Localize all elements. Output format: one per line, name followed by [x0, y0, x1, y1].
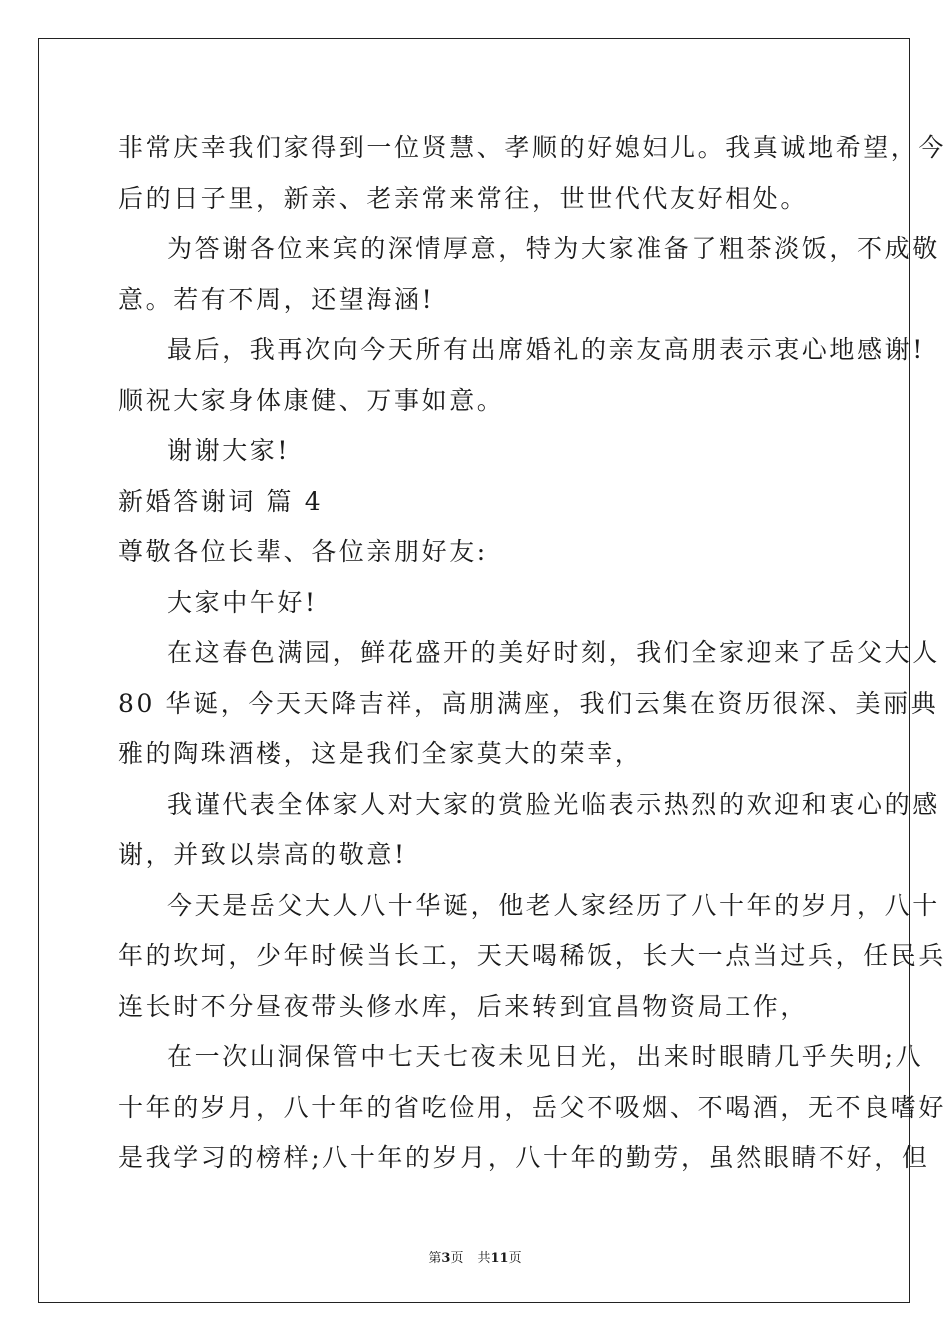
text-line: 我谨代表全体家人对大家的赏脸光临表示热烈的欢迎和衷心的感: [167, 789, 940, 819]
text-line: 最后，我再次向今天所有出席婚礼的亲友高朋表示衷心地感谢!: [167, 335, 925, 364]
text-line: 大家中午好!: [167, 587, 318, 617]
page-footer: [0, 1247, 950, 1266]
page-suffix: 页: [450, 1251, 464, 1266]
text-line: 今天是岳父大人八十华诞，他老人家经历了八十年的岁月，八十: [167, 890, 940, 920]
text-line: 80 华诞，今天天降吉祥，高朋满座，我们云集在资历很深、美丽典: [118, 688, 939, 718]
text-line: 顺祝大家身体康健、万事如意。: [118, 385, 505, 415]
text-line: 连长时不分昼夜带头修水库，后来转到宜昌物资局工作，: [118, 991, 809, 1021]
text-line: 十年的岁月，八十年的省吃俭用，岳父不吸烟、不喝酒，无不良嗜好: [118, 1092, 947, 1122]
page-number: 3: [441, 1251, 451, 1266]
text-line: 后的日子里，新亲、老亲常来常往，世世代代友好相处。: [118, 183, 809, 213]
document-body: [118, 123, 947, 1184]
text-line: 在一次山洞保管中七天七夜未见日光，出来时眼睛几乎失明;八: [167, 1042, 924, 1071]
text-line: 在这春色满园，鲜花盛开的美好时刻，我们全家迎来了岳父大人: [167, 638, 940, 667]
page-prefix: 第: [428, 1251, 442, 1266]
total-suffix: 页: [508, 1251, 522, 1266]
text-line: 意。若有不周，还望海涵!: [118, 284, 435, 314]
text-line: 非常庆幸我们家得到一位贤慧、孝顺的好媳妇儿。我真诚地希望，今: [118, 133, 947, 162]
text-line: 年的坎坷，少年时候当长工，天天喝稀饭，长大一点当过兵，任民兵: [118, 941, 947, 970]
text-line: 谢谢大家!: [167, 436, 291, 465]
text-line: 新婚答谢词 篇 4: [118, 486, 324, 516]
text-line: 雅的陶珠酒楼，这是我们全家莫大的荣幸，: [118, 739, 643, 768]
text-line: 尊敬各位长辈、各位亲朋好友:: [118, 537, 488, 566]
text-line: 为答谢各位来宾的深情厚意，特为大家准备了粗茶淡饭，不成敬: [167, 234, 940, 263]
total-prefix: 共: [477, 1251, 491, 1266]
text-line: 是我学习的榜样;八十年的岁月，八十年的勤劳，虽然眼睛不好，但: [118, 1143, 930, 1172]
total-pages: 11: [490, 1251, 509, 1266]
text-line: 谢，并致以崇高的敬意!: [118, 840, 407, 869]
